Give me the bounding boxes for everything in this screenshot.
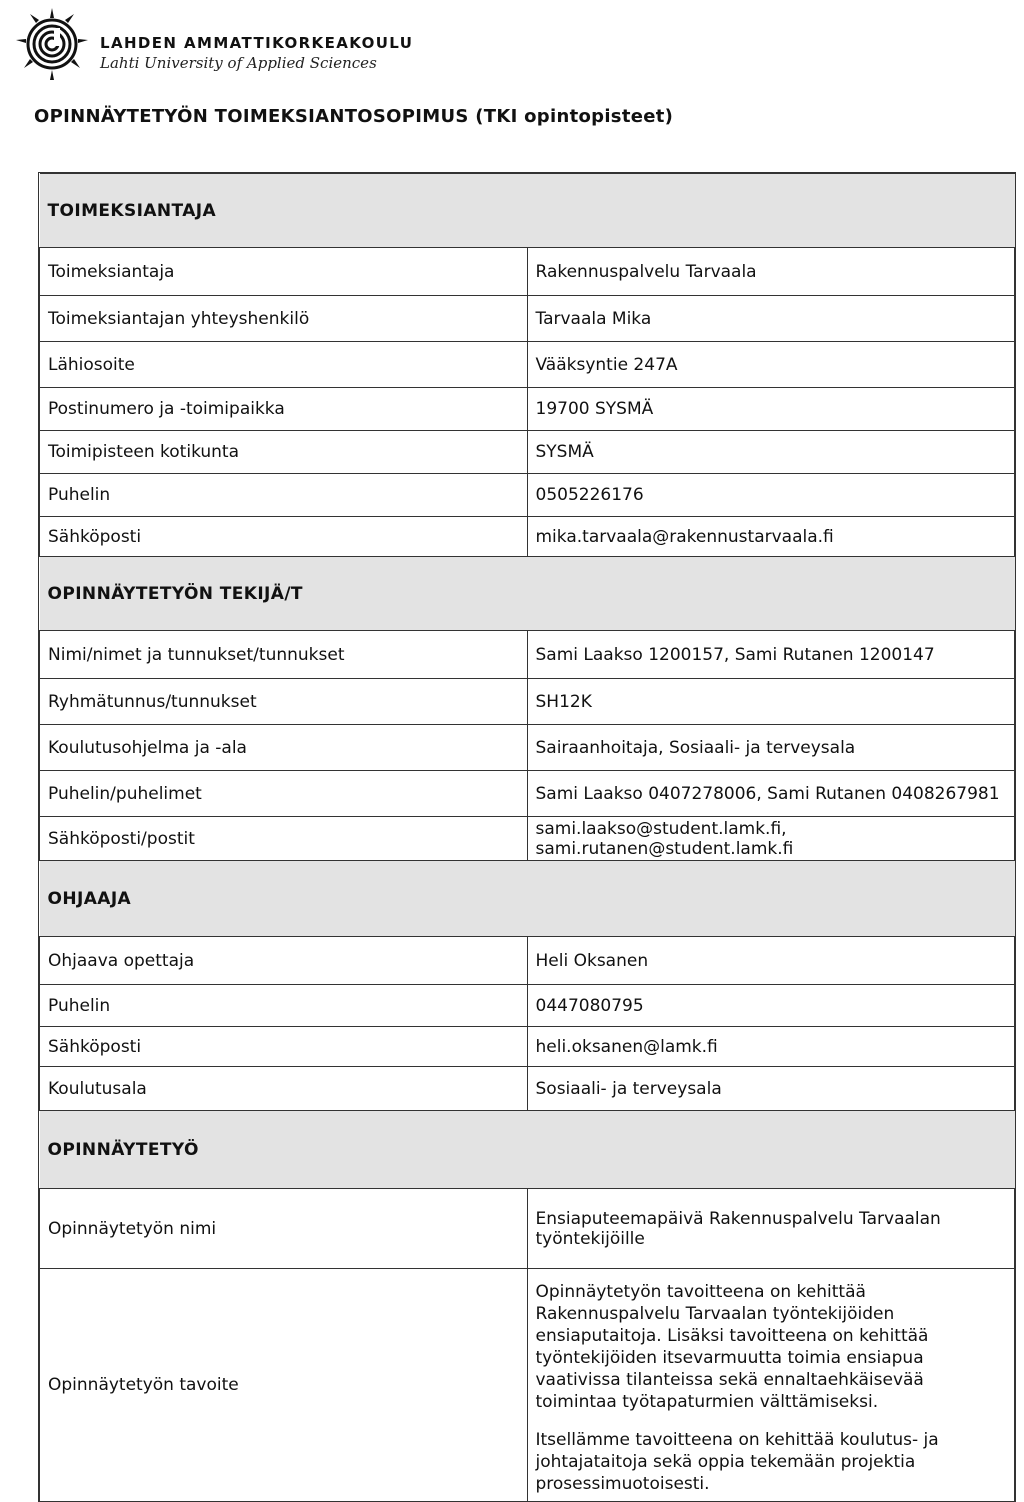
- client-address-value: Vääksyntie 247A: [527, 342, 1015, 388]
- field-label: Toimeksiantaja: [40, 248, 528, 296]
- author-names-value: Sami Laakso 1200157, Sami Rutanen 1200147: [527, 631, 1015, 679]
- client-email-value: mika.tarvaala@rakennustarvaala.fi: [527, 517, 1015, 557]
- section-heading-authors: OPINNÄYTETYÖN TEKIJÄ/T: [40, 557, 1015, 631]
- author-phones-value: Sami Laakso 0407278006, Sami Rutanen 0408267981: [527, 771, 1015, 817]
- field-label: Toimipisteen kotikunta: [40, 431, 528, 474]
- thesis-goal-value: [527, 1269, 1015, 1502]
- degree-programme-value: Sairaanhoitaja, Sosiaali- ja terveysala: [527, 725, 1015, 771]
- document-title: OPINNÄYTETYÖN TOIMEKSIANTOSOPIMUS (TKI opintopisteet): [34, 106, 674, 127]
- group-code-value: SH12K: [527, 679, 1015, 725]
- thesis-title-value: Ensiaputeemapäivä Rakennuspalvelu Tarvaalan työntekijöille: [527, 1189, 1015, 1269]
- field-label: Postinumero ja -toimipaikka: [40, 388, 528, 431]
- field-label: Puhelin: [40, 474, 528, 517]
- supervisor-field-value: Sosiaali- ja terveysala: [527, 1067, 1015, 1111]
- assignment-form: [38, 172, 1016, 1502]
- field-label: Ryhmätunnus/tunnukset: [40, 679, 528, 725]
- field-label: Puhelin: [40, 985, 528, 1027]
- supervisor-email-value: heli.oksanen@lamk.fi: [527, 1027, 1015, 1067]
- field-label: Sähköposti: [40, 1027, 528, 1067]
- section-heading-supervisor: OHJAAJA: [40, 861, 1015, 937]
- field-label: Nimi/nimet ja tunnukset/tunnukset: [40, 631, 528, 679]
- client-postal-value: 19700 SYSMÄ: [527, 388, 1015, 431]
- field-label: Koulutusala: [40, 1067, 528, 1111]
- section-heading-client: TOIMEKSIANTAJA: [40, 174, 1015, 248]
- field-label: Sähköposti/postit: [40, 817, 528, 861]
- institution-logo: [10, 4, 94, 84]
- supervisor-name-value: Heli Oksanen: [527, 937, 1015, 985]
- thesis-goal-paragraph: Opinnäytetyön tavoitteena on kehittää Rakennuspalvelu Tarvaalan työntekijöiden ensiaputaitoja. Lisäksi tavoitteena on kehittää työntekijöiden itsevarmuutta toimia ensiapua vaativissa tilanteissa sekä ennaltaehkäisevää toimintaa työtapaturmien välttämiseksi.: [535, 1282, 929, 1412]
- institution-name: LAHDEN AMMATTIKORKEAKOULU: [100, 34, 414, 52]
- institution-name-english: Lahti University of Applied Sciences: [100, 54, 377, 72]
- field-label: Puhelin/puhelimet: [40, 771, 528, 817]
- field-label: Toimeksiantajan yhteyshenkilö: [40, 296, 528, 342]
- section-heading-thesis: OPINNÄYTETYÖ: [40, 1111, 1015, 1189]
- field-label: Opinnäytetyön tavoite: [40, 1269, 528, 1502]
- field-label: Ohjaava opettaja: [40, 937, 528, 985]
- supervisor-phone-value: 0447080795: [527, 985, 1015, 1027]
- thesis-goal-paragraph: Itsellämme tavoitteena on kehittää koulutus- ja johtajataitoja sekä oppia tekemään projektia prosessimuotoisesti.: [535, 1430, 939, 1494]
- client-municipality-value: SYSMÄ: [527, 431, 1015, 474]
- client-contact-value: Tarvaala Mika: [527, 296, 1015, 342]
- client-name-value: Rakennuspalvelu Tarvaala: [527, 248, 1015, 296]
- field-label: Opinnäytetyön nimi: [40, 1189, 528, 1269]
- letterhead: [10, 4, 610, 84]
- author-emails-value: sami.laakso@student.lamk.fi, sami.rutanen@student.lamk.fi: [527, 817, 1015, 861]
- field-label: Sähköposti: [40, 517, 528, 557]
- field-label: Lähiosoite: [40, 342, 528, 388]
- client-phone-value: 0505226176: [527, 474, 1015, 517]
- field-label: Koulutusohjelma ja -ala: [40, 725, 528, 771]
